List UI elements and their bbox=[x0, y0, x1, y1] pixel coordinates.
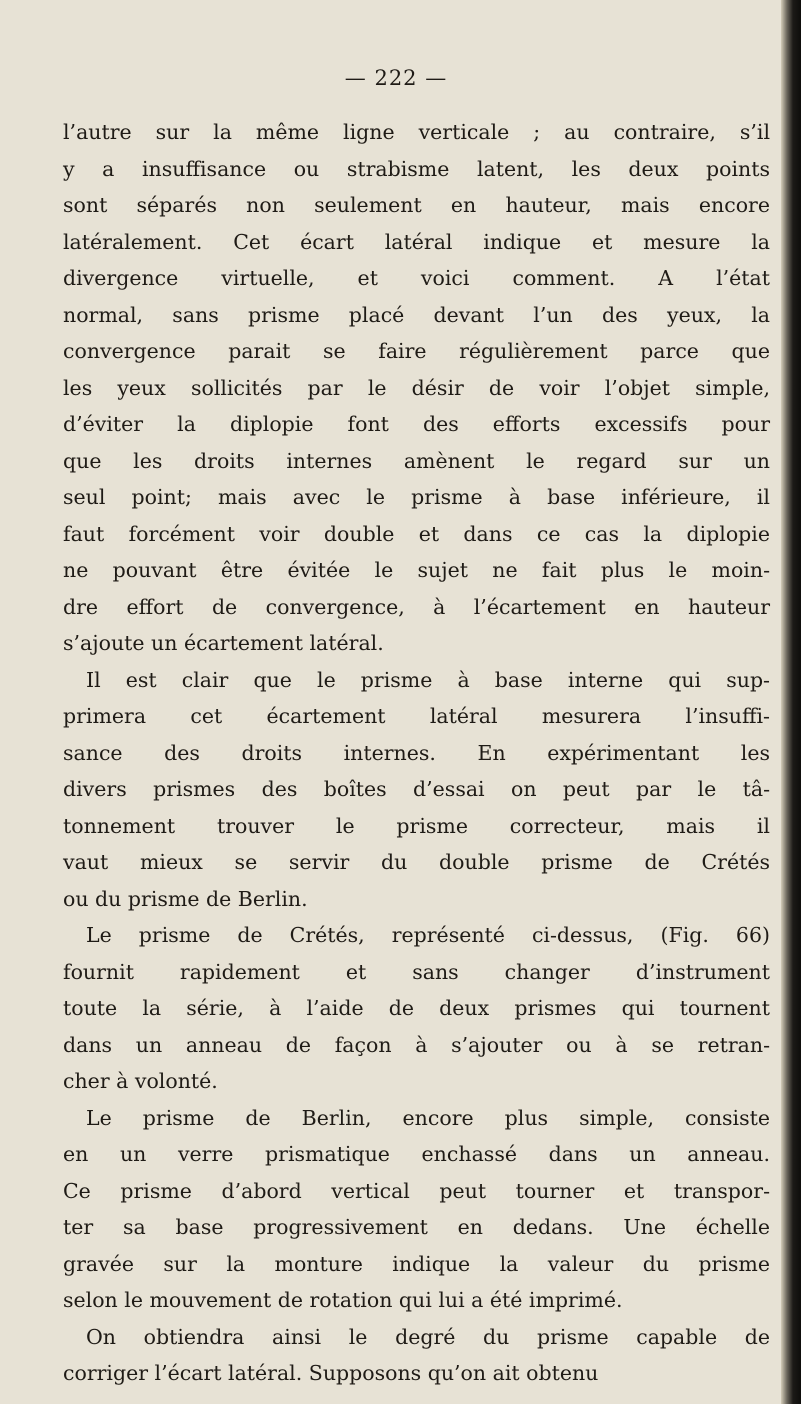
text-line: les yeux sollicités par le désir de voir l’objet simple, bbox=[63, 375, 770, 400]
text-line: normal, sans prisme placé devant l’un des yeux, la bbox=[63, 302, 770, 327]
text-line: d’éviter la diplopie font des efforts excessifs pour bbox=[63, 412, 770, 436]
text-line: que les droits internes amènent le regard sur un bbox=[63, 448, 770, 473]
text-line: fournit rapidement et sans changer d’instrument bbox=[63, 959, 770, 984]
text-line: cher à volonté. bbox=[63, 1069, 218, 1093]
text-line: sance des droits internes. En expérimentant les bbox=[63, 740, 770, 765]
book-page-edge bbox=[781, 0, 801, 1404]
text-line: seul point; mais avec le prisme à base inférieure, il bbox=[63, 485, 770, 509]
text-line: Le prisme de Berlin, encore plus simple, consiste bbox=[86, 1105, 770, 1130]
text-line: l’autre sur la même ligne verticale ; au contraire, s’il bbox=[63, 120, 770, 144]
text-line: dans un anneau de façon à s’ajouter ou à se retran- bbox=[63, 1032, 770, 1057]
text-line: latéralement. Cet écart latéral indique et mesure la bbox=[63, 229, 770, 254]
text-line: dre effort de convergence, à l’écartement en hauteur bbox=[63, 594, 770, 619]
text-line: primera cet écartement latéral mesurera l’insuffi- bbox=[63, 704, 770, 728]
paragraph bbox=[63, 1319, 770, 1392]
text-line: On obtiendra ainsi le degré du prisme capable de bbox=[86, 1324, 770, 1349]
text-line: Ce prisme d’abord vertical peut tourner et transpor- bbox=[63, 1178, 770, 1203]
text-line: toute la série, à l’aide de deux prismes qui tournent bbox=[63, 996, 770, 1020]
text-line: convergence parait se faire régulièrement parce que bbox=[63, 339, 770, 363]
text-line: ter sa base progressivement en dedans. Une échelle bbox=[63, 1215, 770, 1239]
text-line: tonnement trouver le prisme correcteur, mais il bbox=[63, 813, 770, 838]
text-line: gravée sur la monture indique la valeur du prisme bbox=[63, 1251, 770, 1276]
page-body bbox=[63, 114, 770, 1392]
text-line: Le prisme de Crétés, représenté ci-dessus, (Fig. 66) bbox=[86, 923, 770, 947]
text-line: vaut mieux se servir du double prisme de Crétés bbox=[63, 850, 770, 874]
text-line: corriger l’écart latéral. Supposons qu’on ait obtenu bbox=[63, 1361, 599, 1385]
text-line: en un verre prismatique enchassé dans un anneau. bbox=[63, 1142, 770, 1166]
text-line: divergence virtuelle, et voici comment. A l’état bbox=[63, 266, 770, 290]
text-line: Il est clair que le prisme à base interne qui sup- bbox=[86, 667, 770, 692]
text-line: selon le mouvement de rotation qui lui a été imprimé. bbox=[63, 1288, 623, 1312]
text-line: s’ajoute un écartement latéral. bbox=[63, 631, 384, 655]
paragraph bbox=[63, 917, 770, 1100]
text-line: ou du prisme de Berlin. bbox=[63, 886, 308, 911]
text-line: ne pouvant être évitée le sujet ne fait plus le moin- bbox=[63, 558, 770, 582]
text-line: sont séparés non seulement en hauteur, mais encore bbox=[63, 193, 770, 217]
text-line: divers prismes des boîtes d’essai on peut par le tâ- bbox=[63, 777, 770, 801]
text-line: faut forcément voir double et dans ce cas la diplopie bbox=[63, 521, 770, 546]
paragraph bbox=[63, 662, 770, 918]
paragraph bbox=[63, 114, 770, 662]
text-line: y a insuffisance ou strabisme latent, les deux points bbox=[63, 156, 770, 181]
page-number: — 222 — bbox=[344, 66, 448, 90]
paragraph bbox=[63, 1100, 770, 1319]
